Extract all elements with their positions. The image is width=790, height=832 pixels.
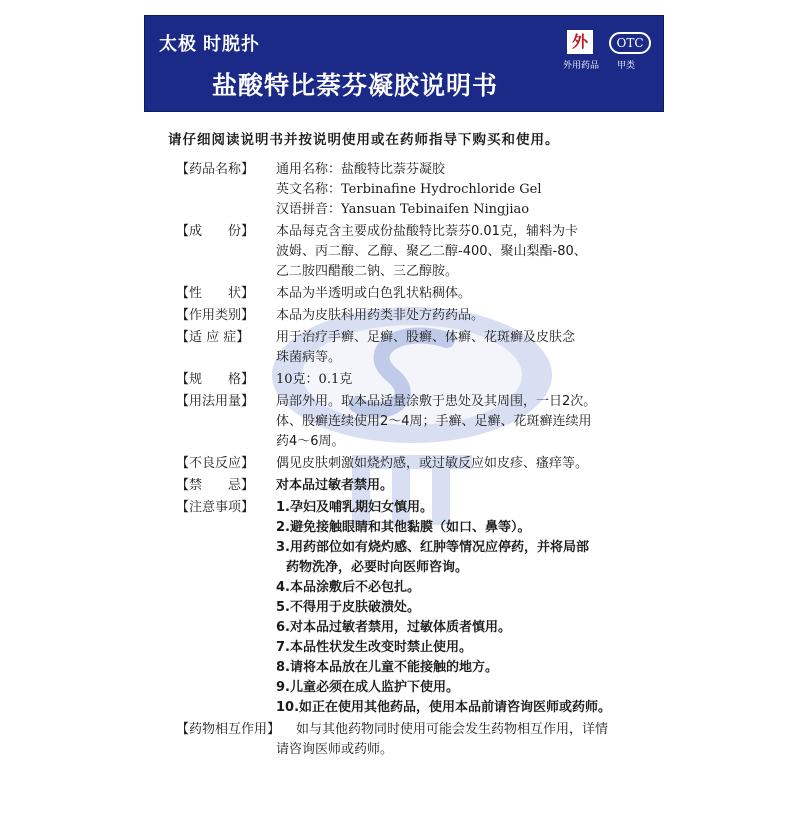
generic-name: 通用名称：盐酸特比萘芬凝胶 [276, 162, 446, 177]
section-label: 【适 应 症】 [176, 330, 250, 345]
brand-logo [159, 30, 260, 56]
document-title: 盐酸特比萘芬凝胶说明书 [211, 71, 498, 100]
section-label: 【作用类别】 [176, 308, 255, 323]
list-item-text: 8.请将本品放在儿童不能接触的地方。 [276, 660, 498, 675]
list-item [276, 598, 646, 618]
section-label: 【成 份】 [176, 224, 255, 239]
list-item [276, 678, 646, 698]
section-spec [176, 370, 646, 390]
text-line: 体、股癣连续使用2～4周；手癣、足癣、花斑癣连续用 [276, 414, 592, 429]
list-item-text: 4.本品涂敷后不必包扎。 [276, 580, 420, 595]
text-line: 局部外用。取本品适量涂敷于患处及其周围，一日2次。 [276, 394, 597, 409]
list-item-text: 10.如正在使用其他药品，使用本品前请咨询医师或药师。 [276, 700, 612, 715]
section-precautions [176, 498, 646, 718]
precautions-list [276, 498, 646, 718]
section-usage [176, 392, 646, 452]
list-item [276, 638, 646, 658]
text-line: 用于治疗手癣、足癣、股癣、体癣、花斑癣及皮肤念 [276, 330, 576, 345]
class-label: 甲类 [617, 61, 636, 71]
text-line: 10克：0.1克 [276, 372, 353, 387]
category-panel [563, 26, 659, 106]
text-line: 本品每克含主要成份盐酸特比萘芬0.01克，辅料为卡 [276, 224, 578, 239]
section-label: 【注意事项】 [176, 500, 255, 515]
pinyin-name: 汉语拼音：Yansuan Tebinaifen Ningjiao [276, 202, 530, 217]
list-item-text: 3.用药部位如有烧灼感、红肿等情况应停药，并将局部 [276, 540, 589, 555]
list-item-text: 2.避免接触眼睛和其他黏膜（如口、鼻等）。 [276, 520, 531, 535]
section-ingredients [176, 222, 646, 282]
list-item-continuation: 药物洗净，必要时向医师咨询。 [286, 560, 469, 575]
brand-left: 太极 [159, 34, 197, 55]
section-category [176, 306, 646, 326]
section-interactions [176, 720, 646, 760]
section-adverse-reactions [176, 454, 646, 474]
list-item [276, 618, 646, 638]
list-item-text: 7.本品性状发生改变时禁止使用。 [276, 640, 472, 655]
list-item-text: 9.儿童必须在成人监护下使用。 [276, 680, 459, 695]
text-line: 对本品过敏者禁用。 [276, 478, 394, 493]
section-label: 【规 格】 [176, 372, 255, 387]
section-contraindications [176, 476, 646, 496]
external-use-badge: 外 [567, 30, 593, 54]
list-item [276, 698, 646, 718]
text-line: 如与其他药物同时使用可能会发生药物相互作用，详情 [296, 722, 609, 737]
otc-badge: OTC [609, 32, 651, 54]
header-banner [144, 15, 664, 112]
list-item-text: 6.对本品过敏者禁用，过敏体质者慎用。 [276, 620, 511, 635]
list-item [276, 518, 646, 538]
text-line: 药4～6周。 [276, 434, 345, 449]
list-item-text: 5.不得用于皮肤破溃处。 [276, 600, 420, 615]
text-line: 本品为皮肤科用药类非处方药药品。 [276, 308, 485, 323]
brand-right: 时脱扑 [203, 34, 260, 55]
section-label: 【药物相互作用】 [176, 722, 281, 737]
list-item [276, 538, 646, 578]
section-label: 【禁 忌】 [176, 478, 255, 493]
text-line: 请咨询医师或药师。 [276, 742, 394, 757]
list-item [276, 658, 646, 678]
text-line: 珠菌病等。 [276, 350, 342, 365]
text-line: 乙二胺四醋酸二钠、三乙醇胺。 [276, 264, 459, 279]
external-use-label: 外用药品 [563, 61, 600, 71]
english-name: 英文名称：Terbinafine Hydrochloride Gel [276, 182, 542, 197]
section-label: 【不良反应】 [176, 456, 255, 471]
list-item [276, 578, 646, 598]
section-label: 【性 状】 [176, 286, 255, 301]
list-item-text: 1.孕妇及哺乳期妇女慎用。 [276, 500, 433, 515]
text-line: 波姆、丙二醇、乙醇、聚乙二醇-400、聚山梨酯-80、 [276, 244, 587, 259]
usage-notice: 请仔细阅读说明书并按说明使用或在药师指导下购买和使用。 [168, 132, 560, 148]
instructions-body [176, 160, 646, 762]
text-line: 本品为半透明或白色乳状粘稠体。 [276, 286, 472, 301]
text-line: 偶见皮肤刺激如烧灼感，或过敏反应如皮疹、瘙痒等。 [276, 456, 589, 471]
list-item [276, 498, 646, 518]
section-properties [176, 284, 646, 304]
section-indications [176, 328, 646, 368]
section-drug-name [176, 160, 646, 220]
section-label: 【药品名称】 [176, 162, 255, 177]
section-label: 【用法用量】 [176, 394, 255, 409]
